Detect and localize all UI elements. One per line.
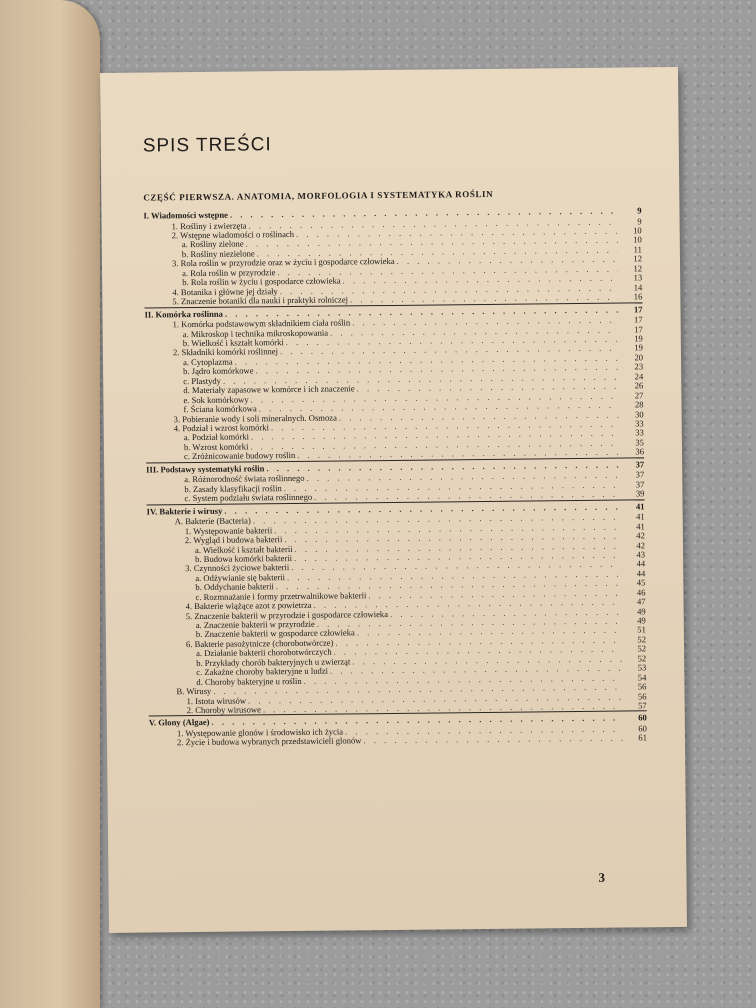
toc-entry-label: a. Cytoplazma: [182, 356, 233, 368]
toc-entry-label: c. Rozmnażanie i formy przetrwalnikowe bakterii: [195, 589, 367, 602]
toc-entry-page: 56: [637, 690, 647, 701]
toc-entry-page: 47: [636, 596, 646, 607]
toc-entry-label: 2. Wstępne wiadomości o roślinach: [171, 229, 295, 241]
toc-entry-label: 5. Znaczenie botaniki dla nauki i praktyki rolniczej: [172, 294, 349, 307]
toc-entry-page: 9: [637, 215, 642, 226]
toc-entry-label: 2. Choroby wirusowe: [186, 704, 261, 716]
toc-entry-label: a. Podział komórki: [183, 431, 250, 443]
toc-entry-label: c. Zróżnicowanie budowy roślin: [183, 450, 296, 462]
toc-entry-page: 33: [635, 418, 644, 429]
toc-entry-page: 37: [635, 469, 645, 480]
toc-entry-page: 60: [638, 723, 647, 734]
toc-entry-page: 42: [636, 539, 646, 550]
toc-entry-page: 49: [637, 605, 646, 616]
toc-entry-page: 20: [634, 352, 644, 363]
facing-page-edge: [0, 0, 100, 1008]
toc-entry-page: 51: [637, 624, 646, 635]
toc-entry-label: c. System podziału świata roślinnego: [184, 491, 313, 504]
toc-entry-page: 43: [636, 549, 646, 560]
toc-entry-page: 28: [634, 399, 644, 410]
toc-entry-page: 11: [633, 244, 642, 255]
toc-entry-label: a. Różnorodność świata roślinnego: [184, 473, 305, 485]
toc-entry-label: IV. Bakterie i wirusy: [146, 505, 223, 517]
toc-entry-label: b. Rola roślin w życiu i gospodarce człowieka: [182, 275, 341, 288]
toc-entry-page: 23: [634, 361, 644, 372]
toc-entry-page: 57: [638, 700, 647, 711]
toc-entry-page: 37: [635, 459, 645, 470]
toc-entry-page: 54: [637, 671, 647, 683]
toc-entry-label: 3. Pobieranie wody i soli mineralnych. Osmoza: [173, 412, 337, 424]
toc-entry-label: a. Znaczenie bakterii w przyrodzie: [195, 618, 315, 631]
toc-entry-page: 26: [634, 380, 644, 391]
toc-entry-label: 2. Wygląd i budowa bakterii: [184, 534, 283, 546]
toc-entry-page: 44: [636, 568, 646, 579]
toc-entry-label: 3. Rola roślin w przyrodzie oraz w życiu i gospodarce człowieka: [171, 256, 395, 269]
toc-entry-label: a. Działanie bakterii chorobotwórczych: [196, 646, 332, 659]
toc-entry-page: 33: [635, 427, 644, 438]
toc-entry-page: 53: [637, 662, 647, 673]
toc-entry-label: a. Rośliny zielone: [181, 238, 244, 250]
toc-entry-page: 52: [637, 653, 647, 664]
toc-entry-page: 35: [635, 437, 644, 448]
toc-entry-label: b. Znaczenie bakterii w gospodarce człowieka: [195, 627, 355, 640]
toc-entry-label: A. Bakterie (Bacteria): [174, 515, 251, 527]
toc-entry-page: 46: [636, 587, 646, 598]
toc-entry-label: 4. Botanika i główne jej działy: [172, 285, 278, 297]
toc-entry-page: 17: [634, 323, 643, 334]
toc-entry-label: V. Glony (Algae): [148, 717, 210, 728]
toc-entry-label: b. Przykłady chorób bakteryjnych u zwierząt: [196, 656, 351, 668]
toc-entry-label: a. Wielkość i kształt bakterii: [194, 543, 293, 555]
toc-entry-page: 49: [637, 615, 646, 626]
toc-entry-label: III. Podstawy systematyki roślin: [146, 462, 265, 475]
toc-entry-label: 1. Występowanie bakterii: [184, 524, 273, 536]
toc-entry-page: 41: [636, 511, 645, 522]
toc-entry-label: b. Wzrost komórki: [183, 441, 249, 452]
toc-entry-page: 61: [638, 732, 648, 743]
toc-entry-page: 44: [636, 558, 646, 569]
toc-entry-label: a. Rola roślin w przyrodzie: [182, 266, 276, 278]
toc-entry-page: 30: [634, 408, 644, 419]
toc-entry-label: b. Oddychanie bakterii: [195, 581, 274, 593]
toc-entry-label: II. Komórka roślinna: [144, 308, 223, 320]
toc-entry-page: 24: [634, 371, 644, 382]
toc-entry-page: 60: [638, 712, 647, 723]
toc-entry-page: 10: [633, 225, 642, 236]
toc-entry-page: 17: [633, 314, 643, 325]
toc-entry-label: b. Budowa komórki bakterii: [195, 552, 293, 564]
toc-entry-label: e. Sok komórkowy: [183, 394, 249, 405]
toc-entry-label: a. Odżywianie się bakterii: [195, 571, 286, 583]
toc-entry-page: 39: [635, 488, 645, 499]
toc-entry-page: 41: [636, 520, 645, 532]
toc-entry-page: 52: [637, 634, 647, 645]
toc-entry-label: 3. Czynności życiowe bakterii: [185, 562, 290, 574]
toc-entry-label: 1. Istota wirusów: [186, 695, 247, 706]
toc-entry-page: 12: [633, 263, 643, 274]
toc-entry-label: B. Wirusy: [176, 685, 212, 697]
toc-entry-label: c. Zakaźne choroby bakteryjne u ludzi: [196, 665, 329, 678]
toc-entry-label: b. Wielkość i kształt komórki: [182, 337, 284, 349]
toc-entry-label: b. Zasady klasyfikacji roślin: [184, 482, 282, 494]
toc-entry-label: I. Wiadomości wstępne: [143, 209, 228, 221]
toc-entry-page: 16: [633, 291, 643, 302]
toc-entry-page: 42: [636, 530, 645, 541]
toc-entry-page: 17: [633, 303, 643, 314]
toc-entry-page: 12: [633, 253, 643, 264]
toc-entry-label: 4. Bakterie wiążące azot z powietrza: [185, 599, 312, 612]
toc-entry-label: f. Ściana komórkowa: [183, 403, 257, 415]
toc-entry-label: 6. Bakterie pasożytnicze (chorobotwórcze): [185, 637, 334, 650]
toc-entry-page: 19: [634, 333, 643, 344]
toc-entry-label: d. Materiały zapasowe w komórce i ich znaczenie: [183, 383, 355, 396]
toc-entry-label: 4. Podział i wzrost komórki: [173, 422, 270, 434]
toc-entry-label: c. Plastydy: [183, 375, 221, 386]
toc-entry-page: 13: [633, 272, 643, 283]
page-title: SPIS TREŚCI: [142, 134, 272, 157]
part-heading: CZĘŚĆ PIERWSZA. ANATOMIA, MORFOLOGIA I SYSTEMATYKA ROŚLIN: [143, 188, 494, 203]
toc-entry-page: 10: [633, 234, 642, 245]
toc-entry-label: d. Choroby bakteryjne u roślin: [196, 675, 302, 687]
book-page: [100, 67, 687, 933]
toc-entry-label: 1. Występowanie glonów i środowisko ich życia: [176, 726, 344, 739]
toc-entry-label: 2. Składniki komórki roślinnej: [172, 346, 279, 358]
toc-entry-label: b. Rośliny niezielone: [181, 248, 255, 260]
toc-entry-page: 56: [637, 681, 647, 692]
toc-entry-page: 19: [634, 342, 643, 353]
toc-entry-page: 41: [635, 500, 645, 512]
toc-entry-label: 1. Rośliny i zwierzęta: [171, 220, 247, 231]
page-number: 3: [598, 869, 606, 885]
toc-entry-page: 14: [633, 281, 643, 293]
toc-entry-page: 27: [634, 389, 644, 401]
toc-entry-label: 1. Komórka podstawowym składnikiem ciała roślin: [172, 317, 351, 330]
toc-entry-page: 52: [637, 643, 647, 654]
toc-leader-dots: [363, 734, 623, 746]
toc-entry-page: 45: [636, 577, 646, 588]
toc-entry-label: b. Jądro komórkowe: [183, 365, 254, 377]
toc-entry-page: 9: [637, 205, 642, 216]
toc-entry-page: 36: [635, 446, 645, 457]
toc-entry-page: 37: [635, 479, 645, 490]
table-of-contents: [143, 204, 647, 748]
toc-entry-label: 5. Znaczenie bakterii w przyrodzie i gospodarce człowieka: [185, 608, 389, 621]
toc-entry-label: 2. Życie i budowa wybranych przedstawicieli glonów: [176, 735, 362, 748]
toc-entry-label: a. Mikroskop i technika mikroskopowania: [182, 327, 329, 339]
